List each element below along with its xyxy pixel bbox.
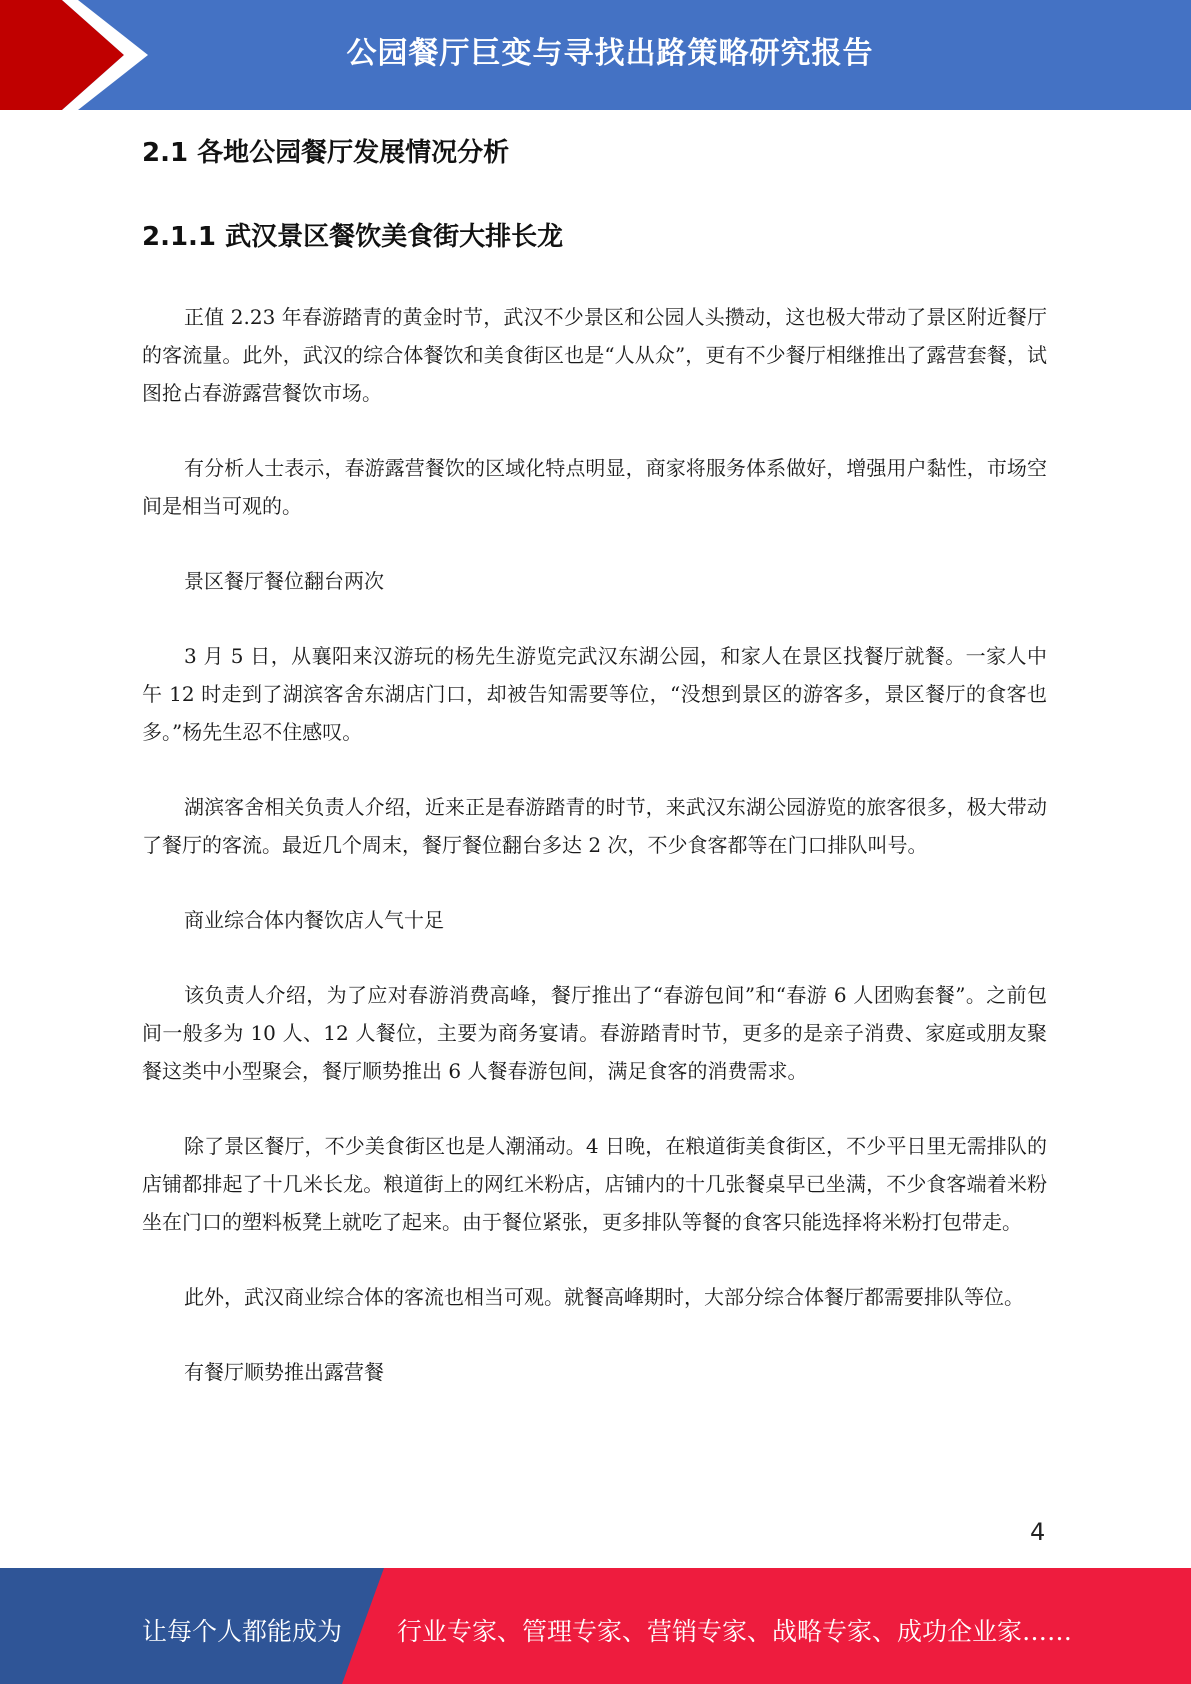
page-number: 4	[1030, 1518, 1046, 1546]
paragraph: 此外，武汉商业综合体的客流也相当可观。就餐高峰期时，大部分综合体餐厅都需要排队等位。	[184, 1285, 1024, 1309]
subsection-heading: 2.1.1 武汉景区餐饮美食街大排长龙	[142, 222, 564, 252]
footer-slogan-left: 让每个人都能成为	[142, 1617, 343, 1646]
paragraph-subheading: 景区餐厅餐位翻台两次	[184, 569, 384, 593]
footer-slogan-right: 行业专家、管理专家、营销专家、战略专家、成功企业家……	[397, 1617, 1073, 1646]
paragraph: 有分析人士表示，春游露营餐饮的区域化特点明显，商家将服务体系做好，增强用户黏性，市场空间是相当可观的。	[142, 456, 1047, 518]
report-title: 公园餐厅巨变与寻找出路策略研究报告	[346, 36, 874, 71]
paragraph-subheading: 有餐厅顺势推出露营餐	[184, 1360, 384, 1384]
paragraph: 湖滨客舍相关负责人介绍，近来正是春游踏青的时节，来武汉东湖公园游览的旅客很多，极大带动了餐厅的客流。最近几个周末，餐厅餐位翻台多达 2 次，不少食客都等在门口排队叫号。	[142, 795, 1047, 857]
paragraph: 3 月 5 日，从襄阳来汉游玩的杨先生游览完武汉东湖公园，和家人在景区找餐厅就餐。一家人中午 12 时走到了湖滨客舍东湖店门口，却被告知需要等位，“没想到景区的游客多，景区餐厅的食客也多。”杨先生忍不住感叹。	[142, 644, 1047, 744]
section-heading: 2.1 各地公园餐厅发展情况分析	[142, 138, 510, 168]
body-text	[142, 298, 1047, 1428]
paragraph-subheading: 商业综合体内餐饮店人气十足	[184, 908, 444, 932]
page-header	[0, 0, 1191, 110]
paragraph: 正值 2.23 年春游踏青的黄金时节，武汉不少景区和公园人头攒动，这也极大带动了景区附近餐厅的客流量。此外，武汉的综合体餐饮和美食街区也是“人从众”，更有不少餐厅相继推出了露营套餐，试图抢占春游露营餐饮市场。	[142, 305, 1047, 405]
paragraph: 除了景区餐厅，不少美食街区也是人潮涌动。4 日晚，在粮道街美食街区，不少平日里无需排队的店铺都排起了十几米长龙。粮道街上的网红米粉店，店铺内的十几张餐桌早已坐满，不少食客端着米粉坐在门口的塑料板凳上就吃了起来。由于餐位紧张，更多排队等餐的食客只能选择将米粉打包带走。	[142, 1134, 1047, 1234]
paragraph: 该负责人介绍，为了应对春游消费高峰，餐厅推出了“春游包间”和“春游 6 人团购套餐”。之前包间一般多为 10 人、12 人餐位，主要为商务宴请。春游踏青时节，更多的是亲子消费、家庭或朋友聚餐这类中小型聚会，餐厅顺势推出 6 人餐春游包间，满足食客的消费需求。	[142, 983, 1047, 1083]
page-footer	[0, 1568, 1191, 1684]
